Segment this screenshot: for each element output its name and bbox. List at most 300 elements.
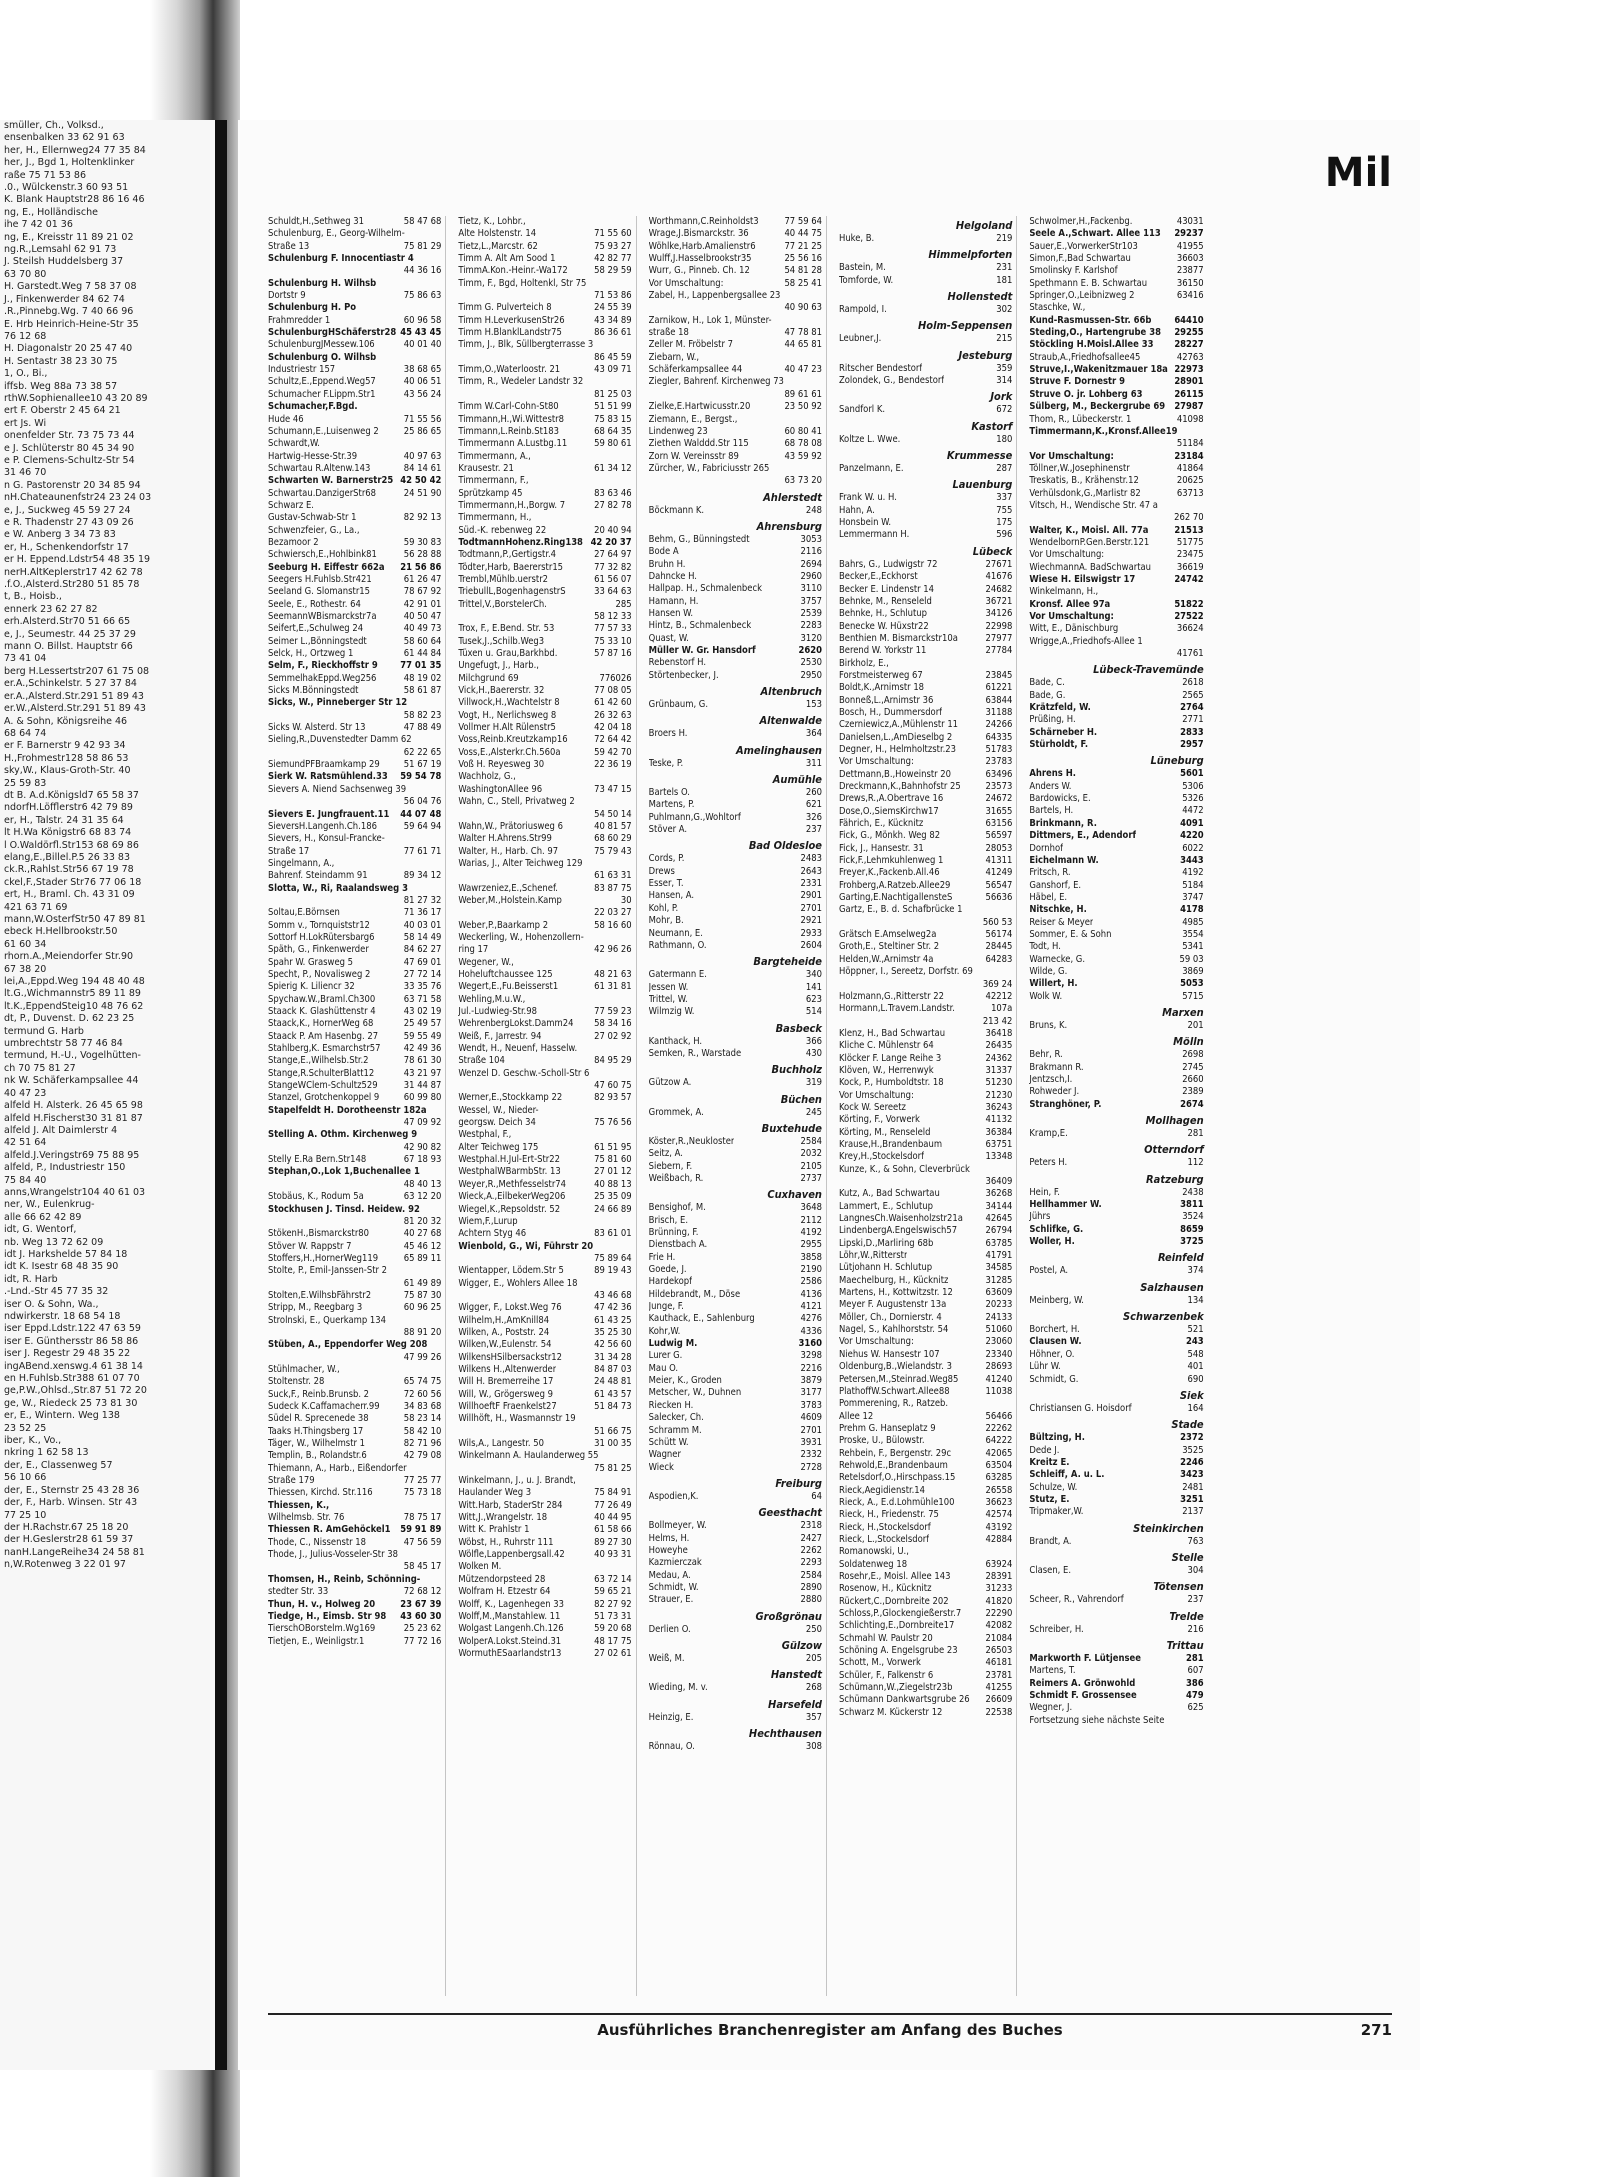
- directory-entry: [839, 1534, 1012, 1546]
- directory-entry: [649, 1375, 822, 1387]
- entry-phone-number: 86 45 59: [594, 351, 632, 363]
- entry-phone-number: 83 63 46: [594, 487, 632, 499]
- entry-name-address: Wolgast Langenh.Ch.126: [458, 1623, 564, 1635]
- place-heading: Krummesse: [946, 449, 1013, 463]
- entry-name-address: Salecker, Ch.: [648, 1412, 704, 1424]
- directory-entry: [268, 895, 441, 907]
- entry-name-address: Hude 46: [268, 413, 304, 425]
- entry-phone-number: 23 50 92: [784, 401, 822, 413]
- directory-entry: [839, 608, 1012, 620]
- entry-phone-number: 364: [805, 728, 822, 740]
- entry-phone-number: 68 78 08: [784, 438, 822, 450]
- entry-phone-number: 623: [805, 993, 822, 1005]
- left-page-line: termund, H.-U., Vogelhütten-: [4, 1050, 141, 1062]
- entry-name-address: Timmermann A.Lustbg.11: [458, 438, 568, 450]
- entry-name-address: Ziemann, E., Bergst.,: [648, 413, 738, 425]
- place-heading: Stelle: [1171, 1550, 1204, 1564]
- entry-phone-number: 56 28 88: [403, 549, 442, 561]
- entry-phone-number: 47 99 26: [403, 1351, 442, 1363]
- entry-name-address: Stelly E.Ra Bern.Str148: [268, 1154, 367, 1166]
- entry-name-address: Grätsch E.Amselweg2a: [838, 929, 937, 941]
- entry-phone-number: 2283: [800, 620, 822, 632]
- directory-entry: [1029, 1482, 1203, 1494]
- entry-name-address: Schwartau R.Altenw.143: [268, 462, 371, 474]
- entry-name-address: SiemundPFBraamkamp 29: [268, 759, 380, 771]
- directory-entry: [268, 944, 441, 956]
- entry-name-address: Wegener, W.,: [458, 956, 514, 968]
- entry-phone-number: 27 72 14: [403, 968, 442, 980]
- entry-name-address: Tietz,L.,Marcstr. 62: [458, 240, 538, 252]
- entry-phone-number: 42 82 77: [594, 253, 632, 265]
- entry-name-address: Hintz, B., Schmalenbeck: [648, 620, 752, 632]
- directory-entry: [649, 608, 822, 620]
- entry-name-address: Rönnau, O.: [648, 1741, 695, 1752]
- entry-phone-number: 64283: [985, 953, 1013, 965]
- entry-phone-number: 2389: [1182, 1086, 1204, 1098]
- directory-entry: [1029, 781, 1203, 793]
- entry-phone-number: 41311: [985, 855, 1013, 867]
- directory-entry: [839, 1324, 1012, 1336]
- entry-name-address: Soldatenweg 18: [838, 1558, 908, 1570]
- place-heading: Buxtehude: [761, 1121, 822, 1135]
- directory-entry: [649, 376, 822, 388]
- entry-phone-number: 78 75 17: [403, 1512, 442, 1524]
- directory-entry: [268, 796, 441, 808]
- entry-phone-number: 59 03: [1179, 953, 1204, 965]
- entry-name-address: StangeWClem-Schultz529: [268, 1080, 378, 1092]
- directory-entry: [1029, 1690, 1203, 1702]
- directory-entry: [649, 1624, 822, 1636]
- entry-phone-number: 40 88 13: [594, 1178, 632, 1190]
- directory-entry: [649, 620, 822, 632]
- entry-name-address: Südel R. Sprecenede 38: [268, 1413, 369, 1425]
- entry-name-address: Trittel,V.,BorstelerCh.: [458, 598, 547, 610]
- entry-name-address: Köster,R.,Neukloster: [648, 1135, 735, 1147]
- entry-phone-number: 3858: [800, 1251, 822, 1263]
- directory-entry: [1029, 525, 1203, 537]
- entry-name-address: Jentzsch,I.: [1029, 1074, 1073, 1085]
- left-page-line: nH.Chateaunenfstr24 23 24 03: [4, 492, 152, 504]
- directory-entry: [1029, 549, 1203, 561]
- entry-name-address: Proske, U., Bülowstr.: [838, 1435, 925, 1447]
- directory-entry: [268, 1549, 441, 1561]
- directory-entry: [839, 1275, 1012, 1287]
- directory-entry: [458, 1623, 631, 1635]
- entry-name-address: Hoheluftchaussee 125: [458, 968, 553, 980]
- entry-phone-number: 82 27 92: [594, 1598, 632, 1610]
- directory-entry: [458, 920, 631, 932]
- directory-entry: [839, 1670, 1012, 1682]
- entry-phone-number: 690: [1187, 1373, 1204, 1385]
- place-heading: Harsefeld: [768, 1697, 822, 1711]
- directory-entry: [458, 1241, 631, 1253]
- entry-name-address: Wienbold, G., Wi, Führstr 20: [458, 1240, 594, 1252]
- directory-entry: [1029, 512, 1203, 524]
- entry-phone-number: 2728: [800, 1461, 822, 1473]
- directory-entry: [458, 451, 631, 463]
- entry-name-address: Tusek,J.,Schilb.Weg3: [458, 635, 545, 647]
- entry-phone-number: 281: [1187, 1128, 1204, 1140]
- entry-phone-number: 47 60 75: [594, 1080, 632, 1092]
- directory-entry: [1029, 1506, 1203, 1518]
- entry-phone-number: 5341: [1182, 941, 1204, 953]
- entry-phone-number: 26435: [985, 1040, 1013, 1052]
- entry-phone-number: 40 44 75: [784, 228, 822, 240]
- entry-phone-number: 51230: [985, 1077, 1013, 1089]
- directory-entry: [649, 982, 822, 994]
- directory-entry: [649, 657, 822, 669]
- left-page-line: smüller, Ch., Volksd.,: [4, 120, 104, 131]
- entry-phone-number: 2332: [800, 1449, 822, 1461]
- entry-phone-number: 5053: [1180, 978, 1204, 990]
- directory-entry: [839, 1583, 1012, 1595]
- directory-entry: [649, 699, 822, 711]
- entry-phone-number: 23060: [985, 1336, 1013, 1348]
- entry-name-address: WolperA.Lokst.Steind.31: [458, 1635, 562, 1647]
- entry-name-address: Strauer, E.: [648, 1594, 694, 1606]
- entry-name-address: Ahrens H.: [1029, 768, 1076, 780]
- entry-phone-number: 78 67 92: [403, 586, 442, 598]
- entry-name-address: Schwarz M. Kückerstr 12: [838, 1706, 943, 1718]
- directory-entry: [268, 784, 441, 796]
- directory-entry: [268, 1204, 441, 1216]
- directory-entry: [1029, 966, 1203, 978]
- left-page-line: er F. Barnerstr 9 42 93 34: [4, 740, 126, 752]
- directory-entry: [839, 1003, 1012, 1015]
- entry-phone-number: 59 64 94: [403, 820, 442, 832]
- directory-entry: [649, 728, 822, 740]
- directory-entry: [268, 611, 441, 623]
- entry-phone-number: 36268: [985, 1188, 1013, 1200]
- entry-name-address: Schulenburg H. Wilhsb: [268, 277, 377, 289]
- entry-phone-number: 77 61 71: [403, 845, 442, 857]
- entry-phone-number: 64335: [985, 731, 1013, 743]
- entry-name-address: Störtenbecker, J.: [648, 669, 719, 681]
- entry-phone-number: 28053: [985, 842, 1013, 854]
- entry-name-address: Howeyhe: [648, 1544, 688, 1556]
- entry-phone-number: 43 02 19: [403, 1006, 442, 1017]
- directory-entry: [458, 1018, 631, 1030]
- directory-entry: [268, 290, 441, 302]
- entry-name-address: Timm W.Carl-Cohn-St80: [458, 401, 559, 413]
- entry-phone-number: 54 50 14: [594, 808, 632, 820]
- entry-phone-number: 25 49 57: [403, 1018, 442, 1030]
- entry-phone-number: 40 81 57: [594, 820, 632, 832]
- entry-phone-number: 4276: [800, 1313, 822, 1325]
- directory-entry: [1029, 1702, 1203, 1714]
- entry-phone-number: 27 82 78: [594, 499, 632, 511]
- entry-phone-number: 61 63 31: [594, 870, 632, 882]
- directory-entry: [1029, 1536, 1203, 1548]
- directory-entry: [268, 1389, 441, 1401]
- entry-phone-number: 82 93 57: [594, 1092, 632, 1104]
- entry-name-address: Späth, G., Finkenwerder: [268, 944, 369, 956]
- directory-entry: [458, 784, 631, 796]
- entry-name-address: Rosehr,E., Moisl. Allee 143: [838, 1571, 951, 1582]
- entry-name-address: Trox, F., E.Bend. Str. 53: [458, 623, 555, 635]
- entry-phone-number: 61 43 57: [594, 1388, 632, 1400]
- entry-name-address: Stahlberg,K. Esmarchstr57: [268, 1043, 381, 1055]
- directory-entry: [839, 1411, 1012, 1423]
- entry-phone-number: 45 46 12: [403, 1240, 442, 1252]
- directory-entry: [649, 1425, 822, 1437]
- directory-entry: [649, 475, 822, 487]
- directory-entry: [458, 1302, 631, 1314]
- directory-entry: [1029, 290, 1203, 302]
- entry-name-address: Wilhelmsb. Str. 76: [268, 1512, 345, 1524]
- entry-phone-number: 23475: [1176, 549, 1204, 561]
- entry-phone-number: 374: [1187, 1265, 1204, 1277]
- entry-name-address: Seele, E., Rothestr. 64: [268, 598, 361, 610]
- entry-phone-number: 84 62 27: [403, 944, 442, 956]
- entry-name-address: Rampold, I.: [838, 304, 887, 316]
- entry-name-address: Dose,O.,SiemsKirchw17: [838, 805, 939, 817]
- page-footer: [268, 2013, 1392, 2039]
- entry-name-address: Sierk W. Ratsmühlend.33: [268, 771, 388, 783]
- entry-name-address: Hein, F.: [1029, 1186, 1060, 1198]
- entry-name-address: Dreckmann,K.,Bahnhofstr 25: [838, 781, 961, 792]
- directory-entry: [839, 1090, 1012, 1102]
- entry-name-address: Brakmann R.: [1029, 1061, 1084, 1073]
- entry-name-address: Körting, F., Vorwerk: [838, 1114, 920, 1126]
- entry-name-address: Böckmann K.: [648, 504, 705, 516]
- left-page-line: H. Garstedt.Weg 7 58 37 08: [4, 281, 137, 293]
- entry-phone-number: 54 81 28: [784, 265, 822, 277]
- entry-name-address: Strolnski, E., Querkamp 134: [268, 1314, 386, 1326]
- directory-entry: [1029, 768, 1203, 780]
- entry-phone-number: 3879: [800, 1375, 822, 1387]
- entry-name-address: Schärneber H.: [1029, 726, 1098, 738]
- entry-name-address: Thode, C., Nissenstr 18: [268, 1536, 367, 1548]
- directory-entry: [1029, 929, 1203, 941]
- directory-entry: [1029, 488, 1203, 500]
- entry-name-address: Stange,E.,Wilhelsb.Str.2: [268, 1055, 369, 1067]
- entry-name-address: Kund-Rasmussen-Str. 66b: [1029, 314, 1152, 326]
- directory-entry: [649, 505, 822, 517]
- directory-entry: [268, 1475, 441, 1487]
- left-page-line: lt H.Wa Königstr6 68 83 74: [4, 827, 132, 839]
- entry-phone-number: 42884: [985, 1533, 1013, 1545]
- directory-entry: [268, 488, 441, 500]
- directory-entry: [649, 1491, 822, 1503]
- entry-name-address: Todt, H.: [1029, 941, 1061, 953]
- directory-entry: [1029, 1128, 1203, 1140]
- entry-name-address: Behr, R.: [1029, 1049, 1063, 1061]
- entry-phone-number: 43 60 30: [400, 1610, 442, 1622]
- left-page-line: mann,W.OsterfStr50 47 89 81: [4, 914, 146, 925]
- entry-phone-number: 2745: [1182, 1061, 1204, 1073]
- entry-name-address: Weiß, M.: [648, 1652, 685, 1664]
- entry-name-address: Drews: [648, 865, 675, 877]
- directory-entry: [1029, 463, 1203, 475]
- entry-name-address: Kronsf. Allee 97a: [1029, 598, 1111, 610]
- entry-name-address: Wurr, G., Pinneb. Ch. 12: [648, 265, 750, 277]
- left-page-line: 1, O., Bi.,: [4, 368, 48, 380]
- listing-column: [839, 216, 1017, 1996]
- directory-entry: [839, 1682, 1012, 1694]
- entry-phone-number: 2216: [800, 1362, 822, 1374]
- left-page-line: e R. Thadenstr 27 43 09 26: [4, 517, 134, 528]
- directory-entry: [1029, 917, 1203, 929]
- directory-entry: [458, 759, 631, 771]
- directory-entry: [458, 1278, 631, 1290]
- directory-entry: [839, 1633, 1012, 1645]
- directory-entry: [268, 710, 441, 722]
- directory-entry: [1029, 414, 1203, 426]
- directory-entry: [458, 809, 631, 821]
- directory-entry: [268, 1216, 441, 1228]
- page-number: 271: [1360, 2021, 1392, 2039]
- entry-name-address: Schmidt F. Grossensee: [1029, 1690, 1137, 1701]
- directory-entry: [458, 685, 631, 697]
- place-heading: Jesteburg: [958, 348, 1013, 362]
- directory-entry: [268, 1463, 441, 1475]
- directory-entry: [268, 339, 441, 351]
- entry-phone-number: 61 42 60: [594, 697, 632, 709]
- entry-phone-number: 4985: [1182, 916, 1204, 928]
- left-page-line: ge,P.W.,Ohlsd.,Str.87 51 72 20: [4, 1385, 147, 1397]
- entry-name-address: Witt,J.,Wrangelstr. 18: [458, 1512, 548, 1524]
- directory-entry: [268, 1302, 441, 1314]
- entry-name-address: Wegner, J.: [1029, 1702, 1073, 1714]
- entry-phone-number: 59 65 21: [594, 1586, 632, 1598]
- entry-phone-number: 83 87 75: [594, 882, 632, 894]
- left-page-line: iser E. Günthersstr 86 58 86: [4, 1335, 139, 1347]
- entry-name-address: Panzelmann, E.: [838, 463, 904, 475]
- entry-name-address: Lemmermann H.: [838, 529, 910, 541]
- directory-entry: [268, 216, 441, 228]
- entry-name-address: Stühlmacher, W.,: [268, 1363, 340, 1375]
- entry-name-address: Schumacher,F.Bgd.: [268, 401, 358, 413]
- entry-phone-number: 77 25 77: [403, 1475, 442, 1487]
- directory-entry: [839, 1694, 1012, 1706]
- left-page-line: 42 51 64: [4, 1137, 47, 1149]
- entry-name-address: Stöver W. Rappstr 7: [268, 1240, 352, 1252]
- directory-entry: [458, 1376, 631, 1388]
- directory-entry: [1029, 562, 1203, 574]
- entry-phone-number: 42212: [985, 990, 1013, 1002]
- entry-name-address: Sprützkamp 45: [458, 487, 523, 499]
- entry-phone-number: 43 21 97: [403, 1067, 442, 1079]
- entry-name-address: Frahmredder 1: [268, 314, 331, 326]
- left-page-line: iser O. & Sohn, Wa.,: [4, 1298, 99, 1310]
- directory-entry: [649, 903, 822, 915]
- entry-phone-number: 27671: [985, 558, 1013, 570]
- directory-entry: [1029, 475, 1203, 487]
- entry-name-address: Wilken,W.,Eulenstr. 54: [458, 1339, 552, 1351]
- directory-entry: [458, 623, 631, 635]
- entry-name-address: Wegert,E.,Fu.Beisserst1: [458, 981, 559, 993]
- entry-phone-number: 2584: [800, 1135, 822, 1147]
- entry-phone-number: 29237: [1174, 228, 1204, 240]
- entry-name-address: Tietjen, E., Weinligstr.1: [268, 1635, 365, 1647]
- directory-entry: [839, 1386, 1012, 1398]
- left-page-line: dt B. A.d.Königsld7 65 58 37: [4, 789, 139, 801]
- directory-entry: [839, 571, 1012, 583]
- entry-phone-number: 48 17 75: [594, 1635, 632, 1647]
- entry-name-address: Wolff, K., Lagenhegen 33: [458, 1598, 564, 1610]
- left-page-line: H.,Frohmestr128 58 86 53: [4, 752, 129, 764]
- entry-name-address: Vor Umschaltung:: [1029, 549, 1105, 561]
- entry-name-address: Schleiff, A. u. L.: [1029, 1469, 1105, 1481]
- directory-entry: [649, 339, 822, 351]
- directory-entry: [1029, 1624, 1203, 1636]
- place-heading: Tötensen: [1153, 1580, 1204, 1594]
- entry-phone-number: 24672: [985, 793, 1013, 805]
- directory-entry: [268, 1500, 441, 1512]
- entry-name-address: Warias, J., Alter Teichweg 129: [458, 857, 583, 869]
- directory-entry: [268, 932, 441, 944]
- directory-entry: [839, 719, 1012, 731]
- entry-phone-number: 4121: [800, 1301, 822, 1313]
- entry-name-address: Schmidt, G.: [1029, 1373, 1079, 1385]
- entry-phone-number: 20625: [1176, 475, 1204, 487]
- entry-name-address: TimmA.Kon.-Heinr.-Wa172: [458, 265, 568, 277]
- directory-entry: [268, 562, 441, 574]
- entry-name-address: Stoffers,H.,HornerWeg119: [268, 1252, 379, 1264]
- entry-phone-number: 2694: [800, 558, 822, 570]
- entry-phone-number: 27977: [985, 632, 1013, 644]
- entry-phone-number: 89 61 61: [784, 388, 822, 400]
- entry-name-address: Timm G. Pulverteich 8: [458, 302, 552, 314]
- left-page-line: 68 64 74: [4, 727, 47, 739]
- entry-name-address: Prüßing, H.: [1029, 714, 1076, 726]
- left-page-line: erh.Alsterd.Str70 51 66 65: [4, 616, 131, 628]
- directory-entry: [839, 584, 1012, 596]
- directory-entry: [268, 648, 441, 660]
- directory-entry: [839, 1472, 1012, 1484]
- entry-name-address: Klöcker F. Lange Reihe 3: [838, 1052, 942, 1064]
- left-page-line: idt K. Isestr 68 48 35 90: [4, 1261, 119, 1273]
- entry-phone-number: 59 42 70: [594, 746, 632, 758]
- entry-phone-number: 63 73 20: [784, 475, 822, 487]
- entry-name-address: Meyer F. Augustenstr 13a: [838, 1299, 947, 1311]
- entry-name-address: Spierig K. Liliencr 32: [268, 981, 355, 993]
- entry-name-address: Zarnikow, H., Lok 1, Münster-: [648, 314, 772, 326]
- entry-name-address: Koltze L. Wwe.: [838, 433, 901, 445]
- entry-phone-number: 81 20 32: [403, 1215, 442, 1227]
- entry-name-address: Kunze, K., & Sohn, Cleverbrück: [838, 1163, 970, 1175]
- directory-entry: [268, 1524, 441, 1536]
- entry-name-address: Wientapper, Lödem.Str 5: [458, 1265, 564, 1277]
- directory-entry: [839, 991, 1012, 1003]
- directory-entry: [649, 1363, 822, 1375]
- entry-name-address: Weber,P.,Baarkamp 2: [458, 919, 549, 931]
- directory-entry: [458, 278, 631, 290]
- entry-name-address: Töllner,W.,Josephinenstr: [1029, 462, 1130, 474]
- directory-entry: [268, 994, 441, 1006]
- entry-name-address: Bensighof, M.: [648, 1202, 706, 1214]
- entry-name-address: Cords, P.: [648, 853, 685, 865]
- entry-phone-number: 2331: [800, 878, 822, 890]
- left-page-line: ingABend.xenswg.4 61 38 14: [4, 1360, 143, 1372]
- entry-name-address: Brünning, F.: [648, 1227, 699, 1238]
- entry-name-address: Zürcher, W., Fabriciusstr 265: [648, 462, 770, 474]
- entry-name-address: Rieck, H., Friedenstr. 75: [838, 1509, 939, 1521]
- entry-name-address: Timm, F., Bgd, Holtenkl, Str 75: [458, 277, 587, 289]
- directory-entry: [268, 685, 441, 697]
- directory-entry: [268, 475, 441, 487]
- entry-name-address: WiechmannA. BadSchwartau: [1029, 561, 1152, 573]
- entry-name-address: Benthien M. Bismarckstr10a: [838, 632, 958, 644]
- left-page-line: der H.Geslerstr28 61 59 37: [4, 1534, 134, 1546]
- entry-name-address: Maechelburg, H., Kücknitz: [838, 1274, 949, 1286]
- entry-phone-number: 25 56 16: [784, 253, 822, 265]
- entry-name-address: Winkelmann, J., u. J. Brandt,: [458, 1475, 576, 1487]
- directory-entry: [839, 830, 1012, 842]
- directory-entry: [458, 1339, 631, 1351]
- entry-phone-number: 56 04 76: [403, 796, 442, 808]
